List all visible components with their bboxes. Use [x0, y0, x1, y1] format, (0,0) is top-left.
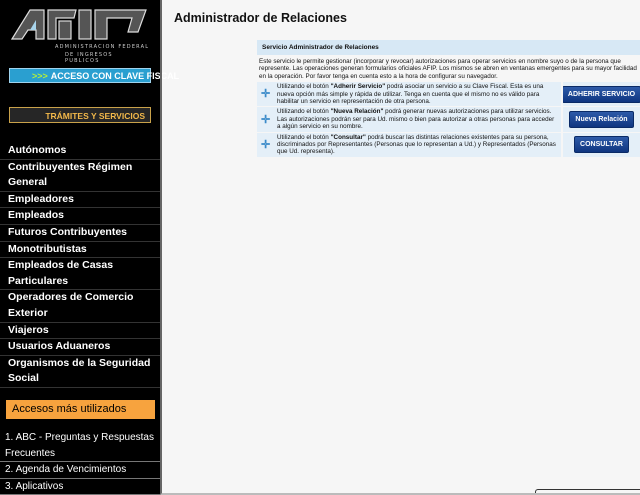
window-corner — [535, 489, 640, 493]
service-panel — [257, 40, 640, 158]
afip-logo[interactable] — [10, 8, 150, 64]
sidebar-item[interactable]: Empleadores — [0, 192, 160, 209]
option-row — [257, 107, 640, 131]
nueva-relacion-button[interactable]: Nueva Relación — [569, 111, 633, 128]
sidebar — [0, 0, 180, 495]
sidebar-item[interactable]: Autónomos — [0, 143, 160, 160]
consultar-button[interactable]: CONSULTAR — [574, 136, 629, 153]
panel-title: Servicio Administrador de Relaciones — [257, 40, 640, 55]
sidebar-item[interactable]: Operadores de Comercio Exterior — [0, 290, 160, 322]
accesos-item[interactable]: 2. Agenda de Vencimientos — [0, 462, 160, 479]
adherir-servicio-button[interactable]: ADHERIR SERVICIO — [562, 86, 640, 103]
row-text-bold: "Adherir Servicio" — [330, 83, 386, 91]
row-text-bold: "Nueva Relación" — [330, 108, 384, 116]
accesos-header: Accesos más utilizados — [6, 400, 155, 419]
row-text: Utilizando el botón — [277, 133, 331, 141]
sidebar-item[interactable]: Viajeros — [0, 323, 160, 340]
arrows-icon: >>> — [32, 71, 48, 81]
sidebar-item[interactable]: Monotributistas — [0, 242, 160, 259]
tramites-servicios-header: TRÁMITES Y SERVICIOS — [9, 107, 151, 123]
logo-subtitle: ADMINISTRACION FEDERAL — [55, 44, 150, 50]
row-text: Utilizando el botón — [277, 108, 331, 116]
row-text: podrá buscar las distintas relaciones existentes para su persona, discriminados por Representantes (Personas que lo representan a Ud.) y Representados (Personas que Ud. representa). — [277, 133, 556, 156]
accesos-item[interactable]: 1. ABC - Preguntas y Respuestas Frecuentes — [0, 430, 160, 462]
sidebar-item[interactable]: Contribuyentes Régimen General — [0, 160, 160, 192]
sidebar-item[interactable]: Empleados de Casas Particulares — [0, 258, 160, 290]
row-text-bold: "Consultar" — [330, 133, 366, 141]
page-title: Administrador de Relaciones — [174, 11, 347, 25]
clave-label: ACCESO CON CLAVE FISCAL — [50, 71, 180, 81]
sidebar-menu — [0, 143, 160, 388]
plus-icon: ✛ — [261, 138, 271, 151]
panel-description: Este servicio le permite gestionar (incorporar y revocar) autorizaciones para operar servicios en nombre suyo o de la persona que represente. Las operaciones generan formularios oficiales AFIP. Los mismos se abren en ventanas emergentes para su mayor facilidad en la operación. Por favor tenga en cuenta esto a la hora de configurar su navegador. — [257, 55, 640, 82]
accesos-item[interactable]: 3. Aplicativos — [0, 479, 160, 495]
option-row — [257, 133, 640, 157]
plus-icon: ✛ — [261, 88, 271, 101]
sidebar-item[interactable]: Organismos de la Seguridad Social — [0, 356, 160, 388]
sidebar-item[interactable]: Futuros Contribuyentes — [0, 225, 160, 242]
sidebar-item[interactable]: Empleados — [0, 208, 160, 225]
row-text: Utilizando el botón — [277, 83, 331, 91]
plus-icon: ✛ — [261, 113, 271, 126]
option-row — [257, 82, 640, 106]
row-text: podrá asociar un servicio a su Clave Fiscal. Esta es una nueva opción más simple y rápida de utilizar. Tenga en cuenta que el mismo no es válido para habilitar un servicio en representación de otra persona. — [277, 83, 544, 106]
logo-subtitle: DE INGRESOS PUBLICOS — [65, 52, 113, 64]
sidebar-item[interactable]: Usuarios Aduaneros — [0, 339, 160, 356]
main-content — [160, 0, 640, 495]
accesos-list — [0, 430, 160, 495]
acceso-clave-fiscal-button[interactable] — [9, 68, 180, 83]
row-text: podrá generar nuevas autorizaciones para utilizar servicios. Las autorizaciones podrán ser para Ud. mismo o bien para autorizar a otras personas para acceder a algún servicio en su nombre. — [277, 108, 555, 131]
